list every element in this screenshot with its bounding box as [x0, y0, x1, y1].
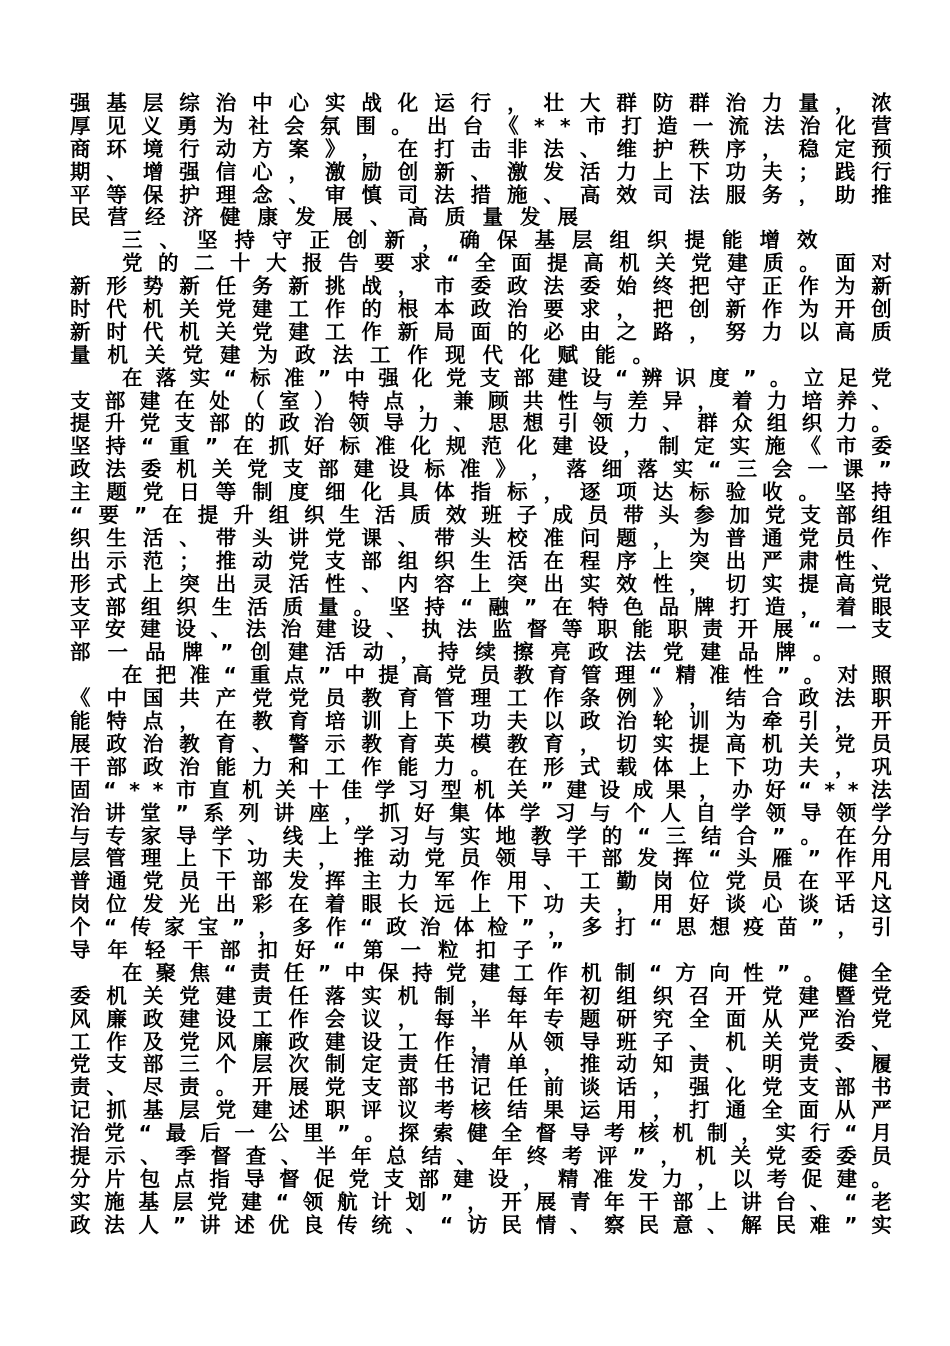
text-line: 在 把 准 “ 重 点 ” 中 提 高 党 员 教 育 管 理 “ 精 准 性 ” 。 对 照 [122, 664, 892, 688]
text-line: 个 “ 传 家 宝 ” ， 多 作 “ 政 治 体 检 ” ， 多 打 “ 思 想 疫 苗 ” ， 引 [70, 916, 892, 939]
text-line: “ 要 ” 在 提 升 组 织 生 活 质 效 班 子 成 员 带 头 参 加 党 支 部 组 [70, 504, 892, 527]
text-line: 党 支 部 三 个 层 次 制 定 责 任 清 单 ， 推 动 知 责 、 明 责 、 履 [70, 1053, 892, 1077]
text-line: 政 法 委 机 关 党 支 部 建 设 标 准 》 ， 落 细 落 实 “ 三 会 一 课 ” [70, 458, 892, 482]
text-line: 平 等 保 护 理 念 、 审 慎 司 法 措 施 、 高 效 司 法 服 务 ， 助 推 [70, 183, 892, 207]
text-line: 与 专 家 导 学 、 线 上 学 习 与 实 地 教 学 的 “ 三 结 合 ” 。 在 分 [70, 824, 892, 848]
text-line: 时 代 机 关 党 建 工 作 的 根 本 政 治 要 求 ， 把 创 新 作 为 开 创 [70, 298, 892, 321]
text-line: 政 法 人 ” 讲 述 优 良 传 统 、 “ 访 民 情 、 察 民 意 、 解 民 难 ” 实 [70, 1213, 892, 1237]
text-line: 记 抓 基 层 党 建 述 职 评 议 考 核 结 果 运 用 ， 打 通 全 面 从 严 [70, 1099, 892, 1123]
text-line: 实 施 基 层 党 建 “ 领 航 计 划 ” ， 开 展 青 年 干 部 上 讲 台 、 “ 老 [70, 1190, 892, 1214]
document-page [70, 92, 892, 1237]
text-line: 支 部 组 织 生 活 质 量 。 坚 持 “ 融 ” 在 特 色 品 牌 打 造 ， 着 眼 [70, 595, 892, 619]
text-line: 分 片 包 点 指 导 督 促 党 支 部 建 设 ， 精 准 发 力 ， 以 考 促 建 。 [70, 1167, 892, 1191]
text-line: 责 、 尽 责 。 开 展 党 支 部 书 记 任 前 谈 话 ， 强 化 党 支 部 书 [70, 1076, 892, 1100]
text-line: 支 部 建 在 处 （ 室 ） 特 点 ， 兼 顾 共 性 与 差 异 ， 着 力 培 养 、 [70, 389, 892, 413]
text-line: 提 升 党 支 部 的 政 治 领 导 力 、 思 想 引 领 力 、 群 众 组 织 力 。 [70, 412, 892, 436]
text-line: 坚 持 “ 重 ” 在 抓 好 标 准 化 规 范 化 建 设 ， 制 定 实 施 《 市 委 [70, 435, 892, 459]
text-line: 部一品牌”创建活动，持续擦亮政法党建品牌。 [70, 641, 851, 665]
text-line: 新 形 势 新 任 务 新 挑 战 ， 市 委 政 法 委 始 终 把 守 正 作 为 新 [70, 275, 892, 299]
text-line: 委 机 关 党 建 责 任 落 实 机 制 ， 每 年 初 组 织 召 开 党 建 暨 党 [70, 984, 892, 1008]
text-line: 民营经济健康发展、高质量发展 [70, 206, 595, 230]
text-line: 《 中 国 共 产 党 党 员 教 育 管 理 工 作 条 例 》 ， 结 合 政 法 职 [70, 687, 892, 711]
text-line: 强 基 层 综 治 中 心 实 战 化 运 行 ， 壮 大 群 防 群 治 力 量 ， 浓 [70, 92, 892, 115]
text-line: 商 环 境 行 动 方 案 》 ， 在 打 击 非 法 、 维 护 秩 序 ， 稳 定 预 [70, 137, 892, 161]
text-line: 新 时 代 机 关 党 建 工 作 新 局 面 的 必 由 之 路 ， 努 力 以 高 质 [70, 320, 892, 344]
text-line: 形 式 上 突 出 灵 活 性 、 内 容 上 突 出 实 效 性 ， 切 实 提 高 党 [70, 572, 892, 596]
text-line: 导年轻干部扣好“第一粒扣子” [70, 938, 581, 962]
text-line: 普 通 党 员 干 部 发 挥 主 力 军 作 用 、 工 勤 岗 位 党 员 在 平 凡 [70, 870, 892, 894]
text-line: 风 廉 政 建 设 工 作 会 议 ， 每 半 年 专 题 研 究 全 面 从 严 治 党 [70, 1007, 892, 1031]
text-line: 厚 见 义 勇 为 社 会 氛 围 。 出 台 《 * * 市 打 造 一 流 法 治 化 营 [70, 114, 892, 138]
text-line: 工 作 及 党 风 廉 政 建 设 工 作 ， 从 领 导 班 子 、 机 关 党 委 、 [70, 1030, 892, 1054]
section-heading: 三、坚持守正创新，确保基层组织提能增效 [122, 229, 835, 253]
text-line: 治 讲 堂 ” 系 列 讲 座 ， 抓 好 集 体 学 习 与 个 人 自 学 领 导 领 学 [70, 801, 892, 825]
text-line: 干 部 政 治 能 力 和 工 作 能 力 。 在 形 式 载 体 上 下 功 夫 ， 巩 [70, 755, 892, 779]
text-line: 在 落 实 “ 标 准 ” 中 强 化 党 支 部 建 设 “ 辨 识 度 ” 。 立 足 党 [122, 366, 892, 390]
text-line: 主 题 党 日 等 制 度 细 化 具 体 指 标 ， 逐 项 达 标 验 收 。 坚 持 [70, 481, 892, 505]
text-line: 岗 位 发 光 出 彩 在 着 眼 长 远 上 下 功 夫 ， 用 好 谈 心 谈 话 这 [70, 893, 892, 917]
text-line: 层 管 理 上 下 功 夫 ， 推 动 党 员 领 导 干 部 发 挥 “ 头 雁 ” 作 用 [70, 847, 892, 871]
text-line: 织 生 活 、 带 头 讲 党 课 、 带 头 校 准 问 题 ， 为 普 通 党 员 作 [70, 526, 892, 550]
text-line: 出 示 范 ； 推 动 党 支 部 组 织 生 活 在 程 序 上 突 出 严 肃 性 、 [70, 549, 892, 573]
text-line: 平 安 建 设 、 法 治 建 设 、 执 法 监 督 等 职 能 职 责 开 展 “ 一 支 [70, 618, 892, 642]
text-line: 党 的 二 十 大 报 告 要 求 “ 全 面 提 高 机 关 党 建 质 。 面 对 [122, 252, 892, 276]
text-line: 能 特 点 ， 在 教 育 培 训 上 下 功 夫 以 政 治 轮 训 为 牵 引 ， 开 [70, 710, 892, 733]
text-line: 在 聚 焦 “ 责 任 ” 中 保 持 党 建 工 作 机 制 “ 方 向 性 ” 。 健 全 [122, 961, 892, 985]
text-line: 期 、 增 强 信 心 ， 激 励 创 新 、 激 发 活 力 上 下 功 夫 ； 践 行 [70, 160, 892, 184]
text-line: 量机关党建为政法工作现代化赋能。 [70, 343, 670, 367]
text-line: 展 政 治 教 育 、 警 示 教 育 英 模 教 育 ， 切 实 提 高 机 关 党 员 [70, 732, 892, 756]
text-line: 提 示 、 季 督 查 、 半 年 总 结 、 年 终 考 评 ” ， 机 关 党 委 委 员 [70, 1144, 892, 1168]
text-line: 治 党 “ 最 后 一 公 里 ” 。 探 索 健 全 督 导 考 核 机 制 ， 实 行 “ 月 [70, 1122, 892, 1145]
text-line: 固 “ * * 市 直 机 关 十 佳 学 习 型 机 关 ” 建 设 成 果 ， 办 好 “ * * 法 [70, 778, 892, 802]
